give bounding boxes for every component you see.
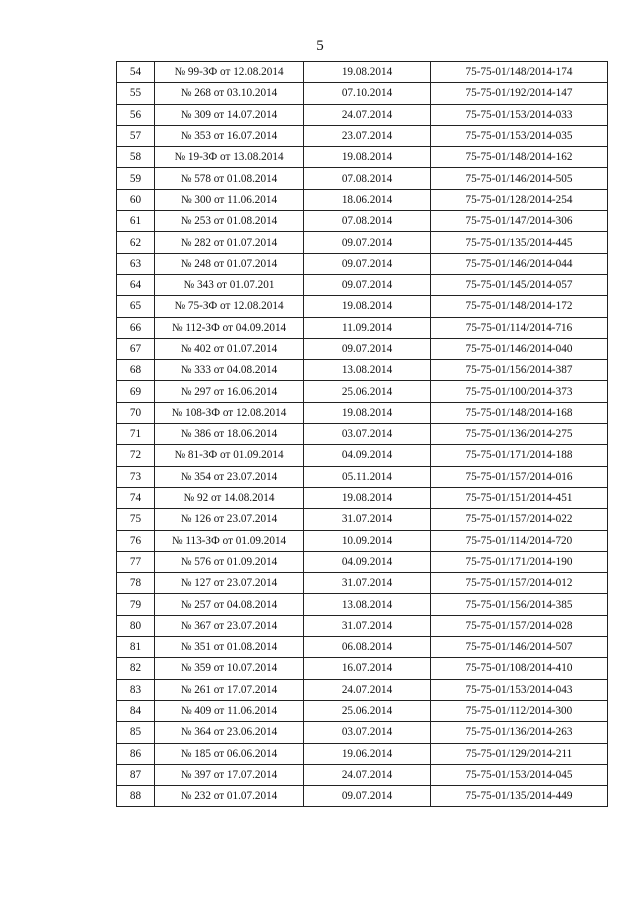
- registration-date-cell: 19.08.2014: [304, 62, 431, 83]
- table-row: [117, 743, 608, 764]
- registration-date-cell: 04.09.2014: [304, 551, 431, 572]
- registration-date-cell: 05.11.2014: [304, 466, 431, 487]
- registration-date-cell: 16.07.2014: [304, 658, 431, 679]
- table-row: [117, 381, 608, 402]
- table-row: [117, 424, 608, 445]
- row-number-cell: 72: [117, 445, 155, 466]
- registration-date-cell: 19.06.2014: [304, 743, 431, 764]
- row-number-cell: 55: [117, 83, 155, 104]
- document-cell: № 351 от 01.08.2014: [155, 637, 304, 658]
- registration-date-cell: 03.07.2014: [304, 424, 431, 445]
- document-cell: № 257 от 04.08.2014: [155, 594, 304, 615]
- document-cell: № 99-ЗФ от 12.08.2014: [155, 62, 304, 83]
- registration-number-cell: 75-75-01/136/2014-263: [431, 722, 608, 743]
- registration-number-cell: 75-75-01/157/2014-016: [431, 466, 608, 487]
- row-number-cell: 63: [117, 253, 155, 274]
- document-cell: № 409 от 11.06.2014: [155, 700, 304, 721]
- registration-number-cell: 75-75-01/156/2014-385: [431, 594, 608, 615]
- row-number-cell: 69: [117, 381, 155, 402]
- registration-date-cell: 09.07.2014: [304, 274, 431, 295]
- row-number-cell: 64: [117, 274, 155, 295]
- document-cell: № 364 от 23.06.2014: [155, 722, 304, 743]
- registration-number-cell: 75-75-01/129/2014-211: [431, 743, 608, 764]
- table-row: [117, 764, 608, 785]
- row-number-cell: 56: [117, 104, 155, 125]
- document-cell: № 248 от 01.07.2014: [155, 253, 304, 274]
- table-row: [117, 317, 608, 338]
- registration-date-cell: 31.07.2014: [304, 509, 431, 530]
- row-number-cell: 71: [117, 424, 155, 445]
- table-row: [117, 338, 608, 359]
- table-row: [117, 722, 608, 743]
- table-row: [117, 551, 608, 572]
- document-cell: № 261 от 17.07.2014: [155, 679, 304, 700]
- row-number-cell: 77: [117, 551, 155, 572]
- registration-number-cell: 75-75-01/112/2014-300: [431, 700, 608, 721]
- registration-date-cell: 18.06.2014: [304, 189, 431, 210]
- row-number-cell: 86: [117, 743, 155, 764]
- row-number-cell: 88: [117, 786, 155, 807]
- registration-date-cell: 03.07.2014: [304, 722, 431, 743]
- registration-number-cell: 75-75-01/153/2014-033: [431, 104, 608, 125]
- table-row: [117, 637, 608, 658]
- table-row: [117, 594, 608, 615]
- registration-number-cell: 75-75-01/100/2014-373: [431, 381, 608, 402]
- document-cell: № 353 от 16.07.2014: [155, 125, 304, 146]
- registration-number-cell: 75-75-01/157/2014-028: [431, 615, 608, 636]
- row-number-cell: 68: [117, 360, 155, 381]
- row-number-cell: 87: [117, 764, 155, 785]
- table-row: [117, 786, 608, 807]
- registration-number-cell: 75-75-01/147/2014-306: [431, 211, 608, 232]
- registration-date-cell: 24.07.2014: [304, 104, 431, 125]
- document-cell: № 282 от 01.07.2014: [155, 232, 304, 253]
- table-row: [117, 189, 608, 210]
- table-row: [117, 658, 608, 679]
- registration-date-cell: 31.07.2014: [304, 615, 431, 636]
- table-row: [117, 466, 608, 487]
- table-row: [117, 360, 608, 381]
- registration-number-cell: 75-75-01/171/2014-190: [431, 551, 608, 572]
- registration-number-cell: 75-75-01/128/2014-254: [431, 189, 608, 210]
- registration-number-cell: 75-75-01/136/2014-275: [431, 424, 608, 445]
- registration-number-cell: 75-75-01/135/2014-449: [431, 786, 608, 807]
- row-number-cell: 83: [117, 679, 155, 700]
- registration-date-cell: 04.09.2014: [304, 445, 431, 466]
- document-cell: № 268 от 03.10.2014: [155, 83, 304, 104]
- document-cell: № 309 от 14.07.2014: [155, 104, 304, 125]
- document-cell: № 367 от 23.07.2014: [155, 615, 304, 636]
- registration-number-cell: 75-75-01/156/2014-387: [431, 360, 608, 381]
- registration-number-cell: 75-75-01/148/2014-174: [431, 62, 608, 83]
- table-row: [117, 445, 608, 466]
- table-row: [117, 232, 608, 253]
- registration-date-cell: 19.08.2014: [304, 296, 431, 317]
- row-number-cell: 73: [117, 466, 155, 487]
- document-cell: № 108-ЗФ от 12.08.2014: [155, 402, 304, 423]
- row-number-cell: 78: [117, 573, 155, 594]
- page-number: 5: [316, 38, 324, 54]
- registration-number-cell: 75-75-01/153/2014-043: [431, 679, 608, 700]
- table-row: [117, 679, 608, 700]
- registration-number-cell: 75-75-01/146/2014-040: [431, 338, 608, 359]
- registration-date-cell: 11.09.2014: [304, 317, 431, 338]
- document-cell: № 297 от 16.06.2014: [155, 381, 304, 402]
- table-row: [117, 125, 608, 146]
- row-number-cell: 81: [117, 637, 155, 658]
- document-cell: № 126 от 23.07.2014: [155, 509, 304, 530]
- row-number-cell: 57: [117, 125, 155, 146]
- document-cell: № 92 от 14.08.2014: [155, 487, 304, 508]
- registration-date-cell: 23.07.2014: [304, 125, 431, 146]
- row-number-cell: 80: [117, 615, 155, 636]
- registration-number-cell: 75-75-01/153/2014-035: [431, 125, 608, 146]
- row-number-cell: 79: [117, 594, 155, 615]
- row-number-cell: 66: [117, 317, 155, 338]
- row-number-cell: 59: [117, 168, 155, 189]
- table-row: [117, 530, 608, 551]
- registry-table-body: [117, 62, 608, 807]
- table-row: [117, 509, 608, 530]
- registration-number-cell: 75-75-01/146/2014-507: [431, 637, 608, 658]
- document-cell: № 127 от 23.07.2014: [155, 573, 304, 594]
- registration-number-cell: 75-75-01/145/2014-057: [431, 274, 608, 295]
- row-number-cell: 74: [117, 487, 155, 508]
- table-row: [117, 62, 608, 83]
- registration-number-cell: 75-75-01/135/2014-445: [431, 232, 608, 253]
- registration-number-cell: 75-75-01/108/2014-410: [431, 658, 608, 679]
- document-cell: № 185 от 06.06.2014: [155, 743, 304, 764]
- document-cell: № 333 от 04.08.2014: [155, 360, 304, 381]
- registration-date-cell: 09.07.2014: [304, 232, 431, 253]
- registration-date-cell: 13.08.2014: [304, 360, 431, 381]
- registration-number-cell: 75-75-01/157/2014-012: [431, 573, 608, 594]
- document-cell: № 343 от 01.07.201: [155, 274, 304, 295]
- document-cell: № 300 от 11.06.2014: [155, 189, 304, 210]
- table-row: [117, 104, 608, 125]
- registration-date-cell: 24.07.2014: [304, 764, 431, 785]
- document-cell: № 253 от 01.08.2014: [155, 211, 304, 232]
- table-row: [117, 402, 608, 423]
- document-cell: № 113-ЗФ от 01.09.2014: [155, 530, 304, 551]
- document-cell: № 81-ЗФ от 01.09.2014: [155, 445, 304, 466]
- registration-date-cell: 24.07.2014: [304, 679, 431, 700]
- document-cell: № 578 от 01.08.2014: [155, 168, 304, 189]
- document-cell: № 19-ЗФ от 13.08.2014: [155, 147, 304, 168]
- registration-number-cell: 75-75-01/146/2014-044: [431, 253, 608, 274]
- table-row: [117, 573, 608, 594]
- document-cell: № 232 от 01.07.2014: [155, 786, 304, 807]
- table-row: [117, 615, 608, 636]
- document-cell: № 359 от 10.07.2014: [155, 658, 304, 679]
- document-cell: № 386 от 18.06.2014: [155, 424, 304, 445]
- table-row: [117, 700, 608, 721]
- row-number-cell: 84: [117, 700, 155, 721]
- document-cell: № 75-ЗФ от 12.08.2014: [155, 296, 304, 317]
- table-row: [117, 211, 608, 232]
- registration-number-cell: 75-75-01/151/2014-451: [431, 487, 608, 508]
- document-cell: № 354 от 23.07.2014: [155, 466, 304, 487]
- row-number-cell: 65: [117, 296, 155, 317]
- row-number-cell: 67: [117, 338, 155, 359]
- registration-date-cell: 09.07.2014: [304, 786, 431, 807]
- table-row: [117, 147, 608, 168]
- document-cell: № 576 от 01.09.2014: [155, 551, 304, 572]
- registration-number-cell: 75-75-01/148/2014-172: [431, 296, 608, 317]
- registration-date-cell: 07.10.2014: [304, 83, 431, 104]
- row-number-cell: 61: [117, 211, 155, 232]
- table-row: [117, 168, 608, 189]
- row-number-cell: 82: [117, 658, 155, 679]
- document-cell: № 112-ЗФ от 04.09.2014: [155, 317, 304, 338]
- registration-number-cell: 75-75-01/114/2014-720: [431, 530, 608, 551]
- registration-date-cell: 25.06.2014: [304, 381, 431, 402]
- row-number-cell: 76: [117, 530, 155, 551]
- registration-number-cell: 75-75-01/157/2014-022: [431, 509, 608, 530]
- row-number-cell: 54: [117, 62, 155, 83]
- table-row: [117, 274, 608, 295]
- registration-date-cell: 13.08.2014: [304, 594, 431, 615]
- row-number-cell: 85: [117, 722, 155, 743]
- table-row: [117, 296, 608, 317]
- registration-number-cell: 75-75-01/153/2014-045: [431, 764, 608, 785]
- registration-date-cell: 19.08.2014: [304, 487, 431, 508]
- registration-number-cell: 75-75-01/114/2014-716: [431, 317, 608, 338]
- document-cell: № 397 от 17.07.2014: [155, 764, 304, 785]
- registration-number-cell: 75-75-01/146/2014-505: [431, 168, 608, 189]
- registration-date-cell: 09.07.2014: [304, 253, 431, 274]
- table-row: [117, 253, 608, 274]
- row-number-cell: 58: [117, 147, 155, 168]
- registration-number-cell: 75-75-01/148/2014-162: [431, 147, 608, 168]
- registry-table: [116, 61, 608, 807]
- registration-date-cell: 19.08.2014: [304, 147, 431, 168]
- registration-date-cell: 06.08.2014: [304, 637, 431, 658]
- registration-number-cell: 75-75-01/148/2014-168: [431, 402, 608, 423]
- registration-number-cell: 75-75-01/171/2014-188: [431, 445, 608, 466]
- registration-date-cell: 07.08.2014: [304, 168, 431, 189]
- registration-date-cell: 31.07.2014: [304, 573, 431, 594]
- registration-date-cell: 09.07.2014: [304, 338, 431, 359]
- registration-date-cell: 19.08.2014: [304, 402, 431, 423]
- registration-date-cell: 25.06.2014: [304, 700, 431, 721]
- table-row: [117, 487, 608, 508]
- row-number-cell: 75: [117, 509, 155, 530]
- row-number-cell: 60: [117, 189, 155, 210]
- row-number-cell: 70: [117, 402, 155, 423]
- registration-date-cell: 07.08.2014: [304, 211, 431, 232]
- row-number-cell: 62: [117, 232, 155, 253]
- registration-number-cell: 75-75-01/192/2014-147: [431, 83, 608, 104]
- registration-date-cell: 10.09.2014: [304, 530, 431, 551]
- table-row: [117, 83, 608, 104]
- document-cell: № 402 от 01.07.2014: [155, 338, 304, 359]
